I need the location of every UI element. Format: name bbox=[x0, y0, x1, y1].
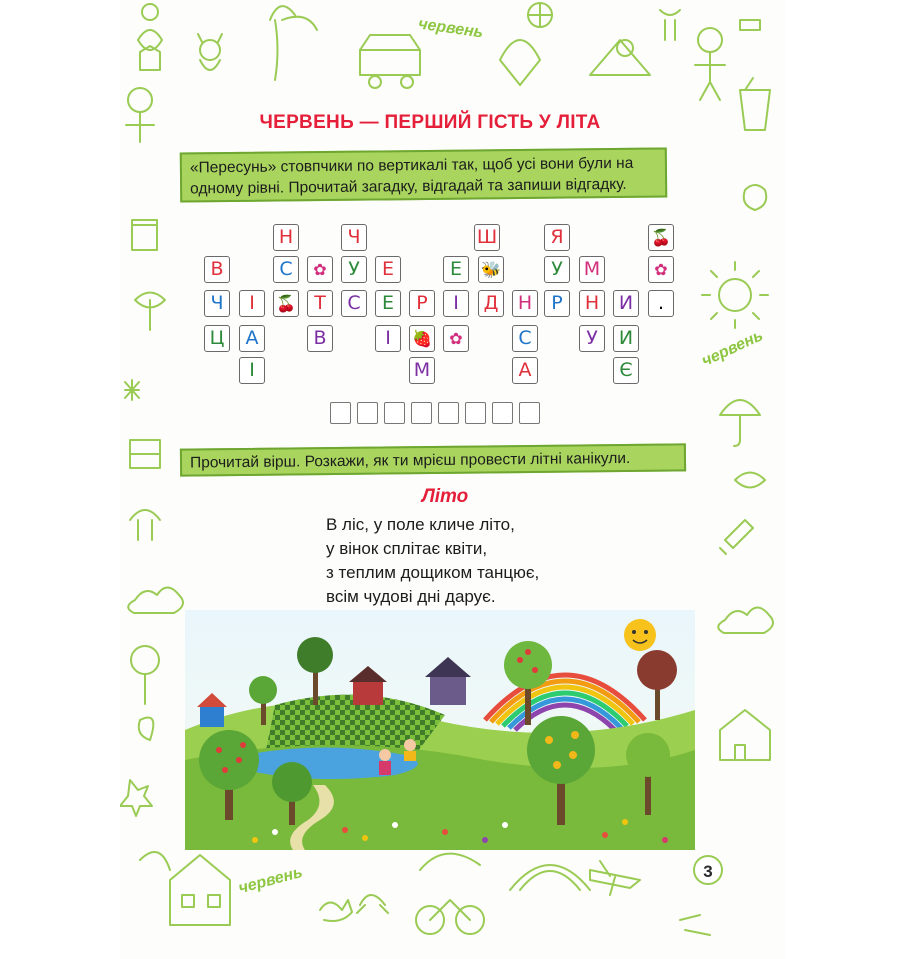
bee-icon: 🐝 bbox=[478, 256, 504, 283]
answer-box[interactable] bbox=[519, 402, 540, 424]
cherry-icon: 🍒 bbox=[648, 224, 674, 251]
letter-tile: Р bbox=[544, 290, 570, 317]
doodle-word-right: червень bbox=[699, 327, 766, 371]
answer-box[interactable] bbox=[465, 402, 486, 424]
page-title: ЧЕРВЕНЬ — ПЕРШИЙ ГІСТЬ У ЛІТА bbox=[259, 112, 601, 133]
instruction-line-2: одному рівні. Прочитай загадку, відгадай та запиши відгадку. bbox=[190, 175, 627, 198]
letter-tile: Ч bbox=[341, 224, 367, 251]
letter-tile: С bbox=[273, 256, 299, 283]
flower-icon: ✿ bbox=[443, 325, 469, 352]
poem-title: Літо bbox=[421, 486, 469, 507]
letter-tile: С bbox=[341, 290, 367, 317]
letter-tile: І bbox=[375, 325, 401, 352]
summer-landscape-illustration bbox=[185, 610, 695, 850]
letter-tile: И bbox=[613, 325, 639, 352]
letter-tile: І bbox=[443, 290, 469, 317]
letter-tile: Н bbox=[512, 290, 538, 317]
letter-tile: В bbox=[204, 256, 230, 283]
instruction-line-1: «Пересунь» стовпчики по вертикалі так, щоб усі вони були на bbox=[189, 154, 634, 177]
strawberry-icon: 🍓 bbox=[409, 325, 435, 352]
letter-tile: Ш bbox=[474, 224, 500, 251]
letter-tile: А bbox=[239, 325, 265, 352]
letter-tile: Ц bbox=[204, 325, 230, 352]
doodle-word-bottom: червень bbox=[236, 863, 305, 898]
letter-tile: И bbox=[613, 290, 639, 317]
letter-tile: У bbox=[341, 256, 367, 283]
answer-box[interactable] bbox=[438, 402, 459, 424]
letter-tile: Н bbox=[273, 224, 299, 251]
page-number: 3 bbox=[693, 855, 723, 885]
letter-tile: Р bbox=[409, 290, 435, 317]
answer-box[interactable] bbox=[330, 402, 351, 424]
answer-box[interactable] bbox=[384, 402, 405, 424]
letter-tile: . bbox=[648, 290, 674, 317]
letter-tile: Д bbox=[478, 290, 504, 317]
poem-line: В ліс, у поле кличе літо, bbox=[326, 515, 515, 534]
poem-line: у вінок сплітає квіти, bbox=[326, 539, 488, 558]
poem-instruction-banner: Прочитай вірш. Розкажи, як ти мрієш провести літні канікули. bbox=[180, 443, 686, 476]
letter-tile: Т bbox=[307, 290, 333, 317]
letter-tile: У bbox=[579, 325, 605, 352]
task-instruction-banner bbox=[180, 147, 667, 202]
letter-tile: Е bbox=[375, 256, 401, 283]
doodle-word-top: червень bbox=[417, 15, 485, 42]
letter-tile: М bbox=[579, 256, 605, 283]
cherry-icon: 🍒 bbox=[273, 290, 299, 317]
page-gutter bbox=[0, 0, 120, 959]
poem-line: всім чудові дні дарує. bbox=[326, 587, 496, 606]
letter-tile: І bbox=[239, 357, 265, 384]
letter-tile: Я bbox=[544, 224, 570, 251]
letter-tile: Є bbox=[613, 357, 639, 384]
letter-tile: Н bbox=[579, 290, 605, 317]
letter-tile: Ч bbox=[204, 290, 230, 317]
flower-icon: ✿ bbox=[307, 256, 333, 283]
letter-tile: С bbox=[512, 325, 538, 352]
letter-tile: Е bbox=[443, 256, 469, 283]
letter-tile: М bbox=[409, 357, 435, 384]
letter-tile: І bbox=[239, 290, 265, 317]
letter-tile: В bbox=[307, 325, 333, 352]
poem-line: з теплим дощиком танцює, bbox=[326, 563, 540, 582]
letter-tile: А bbox=[512, 357, 538, 384]
answer-box[interactable] bbox=[411, 402, 432, 424]
letter-tile: У bbox=[544, 256, 570, 283]
answer-box[interactable] bbox=[357, 402, 378, 424]
flower-icon: ✿ bbox=[648, 256, 674, 283]
letter-tile: Е bbox=[375, 290, 401, 317]
answer-box[interactable] bbox=[492, 402, 513, 424]
